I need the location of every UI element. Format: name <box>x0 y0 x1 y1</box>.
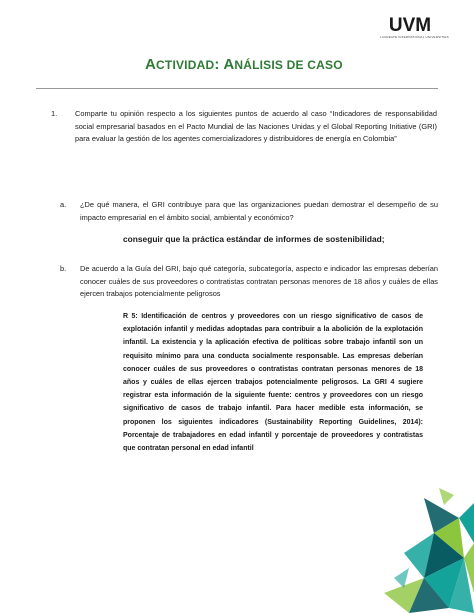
item-a-letter: a. <box>60 200 67 209</box>
page-title: ACTIVIDAD: ANÁLISIS DE CASO <box>145 56 343 73</box>
title-divider <box>36 88 438 89</box>
question-number: 1. <box>51 109 58 118</box>
uvm-logo-mark <box>382 14 438 34</box>
logo-tagline: LAUREATE INTERNATIONAL UNIVERSITIES <box>380 35 449 39</box>
item-b-text: De acuerdo a la Guía del GRI, bajo qué categoría, subcategoría, aspecto e indicador las empresas deberían conocer cuáles de sus proveedores o contratistas contratan personas menores de 18 años y cuáles de ellas ejercen trabajos potencialmente peligrosos <box>80 264 438 299</box>
svg-text:UVM: UVM <box>388 15 432 34</box>
uvm-logo <box>380 14 449 39</box>
item-b-answer: R 5: Identificación de centros y proveedores con un riesgo significativo de casos de explotación infantil y medidas adoptadas para contribuir a la abolición de la explotación infantil. La existencia y la aplicación efectiva de políticas sobre trabajo infantil son un requisito mínimo para una conducta socialmente responsable. Las empresas deberían conocer cuáles de sus proveedores o contratistas contratan personas menores de 18 años y cuáles de ellas ejercen trabajos potencialmente peligrosos. La GRI 4 sugiere registrar esta información de la siguiente fuente: centros y proveedores con un riesgo significativo de casos de trabajo infantil. Para hacer medible esta información, se proponen los siguientes indicadores (Sustainability Reporting Guidelines, 2014): Porcentaje de trabajadores en edad infantil y porcentaje de proveedores y contratistas que contratan personal en edad infantil <box>123 313 423 453</box>
item-a-answer: conseguir que la práctica estándar de informes de sostenibilidad; <box>123 234 385 244</box>
question-text: Comparte tu opinión respecto a los siguientes puntos de acuerdo al caso “Indicadores de responsabilidad social empresarial basados en el Pacto Mundial de las Naciones Unidas y el Global Reporting Initiative (GRI) para evaluar la gestión de los agentes comercializadores y distribuidores de energía en Colombia” <box>75 109 437 144</box>
item-b-letter: b. <box>60 264 67 273</box>
decorative-triangles <box>364 483 474 613</box>
item-a-text: ¿De qué manera, el GRI contribuye para que las organizaciones puedan demostrar el desempeño de su impacto empresarial en el ámbito social, ambiental y económico? <box>80 200 438 222</box>
